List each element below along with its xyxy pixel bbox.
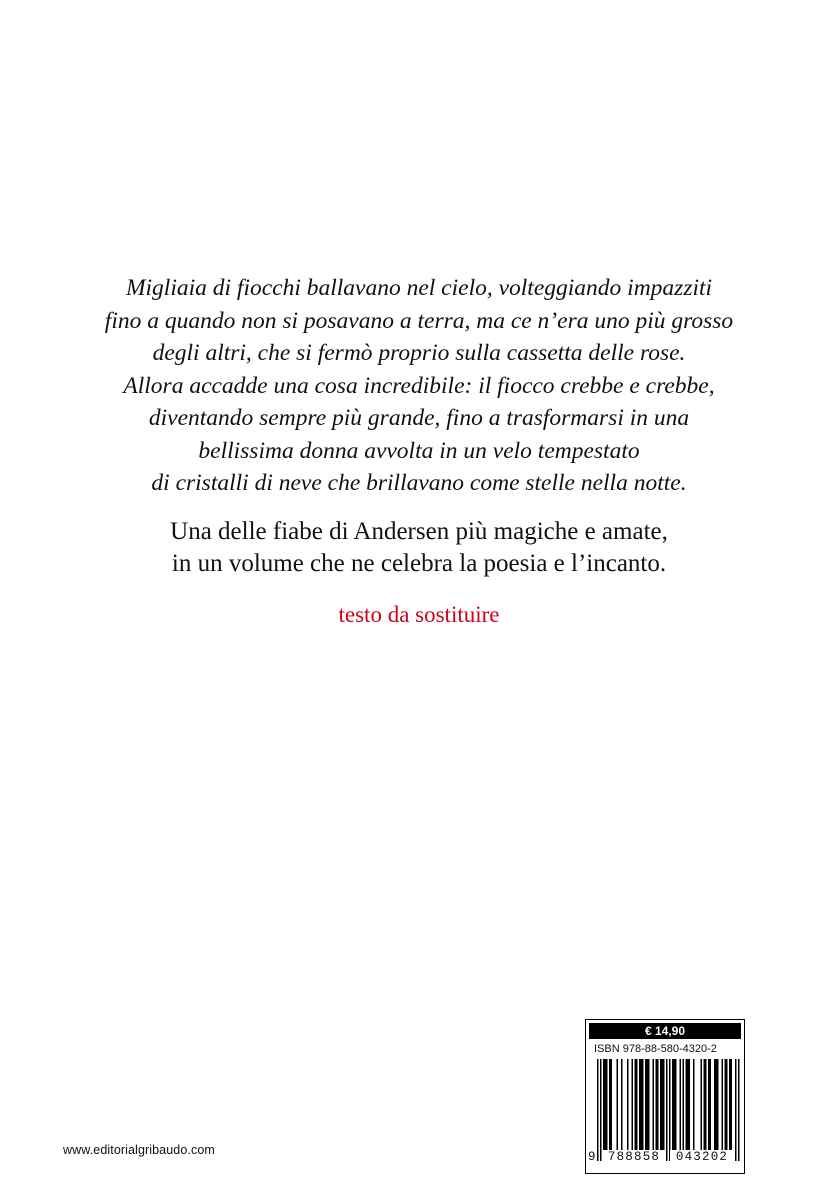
barcode-bar bbox=[600, 1059, 602, 1161]
barcode-bar bbox=[621, 1059, 623, 1151]
barcode-bar bbox=[704, 1059, 706, 1151]
ean-first-digit: 9 bbox=[588, 1150, 596, 1164]
quote-line: degli altri, che si fermò proprio sulla cassetta delle rose. bbox=[152, 340, 686, 366]
barcode-bar bbox=[729, 1059, 731, 1151]
quote-line: Allora accadde una cosa incredibile: il fiocco crebbe e crebbe, bbox=[123, 372, 715, 399]
ean-right-digits: 043202 bbox=[670, 1150, 734, 1164]
barcode-bar bbox=[683, 1059, 685, 1151]
barcode-bar bbox=[648, 1059, 650, 1151]
barcode-bar bbox=[645, 1059, 647, 1151]
barcode-bar bbox=[686, 1059, 688, 1151]
barcode-bar bbox=[687, 1059, 689, 1151]
blurb-line: Una delle fiabe di Andersen più magiche e amate, bbox=[170, 518, 668, 545]
barcode-bar bbox=[632, 1059, 634, 1151]
barcode-bar bbox=[669, 1059, 671, 1161]
price-tag: € 14,90 bbox=[589, 1023, 741, 1039]
barcode-label bbox=[585, 1019, 745, 1174]
barcode-bar bbox=[660, 1059, 662, 1151]
isbn-number: ISBN 978-88-580-4320-2 bbox=[594, 1043, 717, 1055]
placeholder-text: testo da sostituire bbox=[338, 602, 500, 627]
barcode-bar bbox=[710, 1059, 712, 1151]
barcode-bar bbox=[722, 1059, 724, 1151]
barcode-bar bbox=[672, 1059, 674, 1151]
barcode-bar bbox=[627, 1059, 629, 1151]
barcode-bar bbox=[714, 1059, 716, 1151]
ean-barcode bbox=[589, 1059, 741, 1163]
barcode-bar bbox=[617, 1059, 619, 1151]
barcode-bar bbox=[657, 1059, 659, 1151]
barcode-bar bbox=[642, 1059, 644, 1151]
barcode-bar bbox=[693, 1059, 695, 1151]
barcode-bar bbox=[666, 1059, 668, 1161]
quote-line: diventando sempre più grande, fino a trasformarsi in una bbox=[148, 405, 690, 431]
barcode-bar bbox=[597, 1059, 599, 1161]
barcode-bar bbox=[605, 1059, 607, 1151]
barcode-bar bbox=[708, 1059, 710, 1151]
barcode-bar bbox=[639, 1059, 641, 1151]
barcode-bar bbox=[725, 1059, 727, 1151]
barcode-bar bbox=[726, 1059, 728, 1151]
quote-line: fino a quando non si posavano a terra, ma ce n’era uno più grosso bbox=[104, 307, 734, 334]
barcode-bar bbox=[635, 1059, 637, 1151]
book-blurb bbox=[60, 516, 778, 580]
publisher-website: www.editorialgribaudo.com bbox=[63, 1143, 215, 1157]
blurb-line: in un volume che ne celebra la poesia e l’incanto. bbox=[171, 550, 667, 577]
barcode-bar bbox=[680, 1059, 682, 1151]
barcode-bar bbox=[735, 1059, 737, 1161]
barcode-bar bbox=[689, 1059, 691, 1151]
barcode-bar bbox=[717, 1059, 719, 1151]
barcode-bar bbox=[674, 1059, 676, 1151]
barcode-bar bbox=[738, 1059, 740, 1161]
barcode-bar bbox=[656, 1059, 658, 1151]
quote-line: bellissima donna avvolta in un velo tempestato bbox=[198, 437, 640, 464]
barcode-bar bbox=[705, 1059, 707, 1151]
barcode-bar bbox=[606, 1059, 608, 1151]
barcode-bar bbox=[716, 1059, 718, 1151]
barcode-bar bbox=[641, 1059, 643, 1151]
back-cover-quote bbox=[60, 272, 778, 500]
barcode-bar bbox=[653, 1059, 655, 1151]
barcode-bar bbox=[603, 1059, 605, 1151]
ean-left-digits: 788858 bbox=[602, 1150, 666, 1164]
barcode-bar bbox=[662, 1059, 664, 1151]
barcode-bar bbox=[647, 1059, 649, 1151]
barcode-bar bbox=[663, 1059, 665, 1151]
barcode-bar bbox=[731, 1059, 733, 1151]
barcode-bar bbox=[611, 1059, 613, 1151]
barcode-bar bbox=[701, 1059, 703, 1151]
barcode-bar bbox=[636, 1059, 638, 1151]
barcode-bar bbox=[609, 1059, 611, 1151]
quote-line: di cristalli di neve che brillavano come stelle nella notte. bbox=[151, 470, 687, 496]
barcode-bar bbox=[675, 1059, 677, 1151]
quote-line: Migliaia di fiocchi ballavano nel cielo, volteggiando impazziti bbox=[125, 275, 713, 301]
